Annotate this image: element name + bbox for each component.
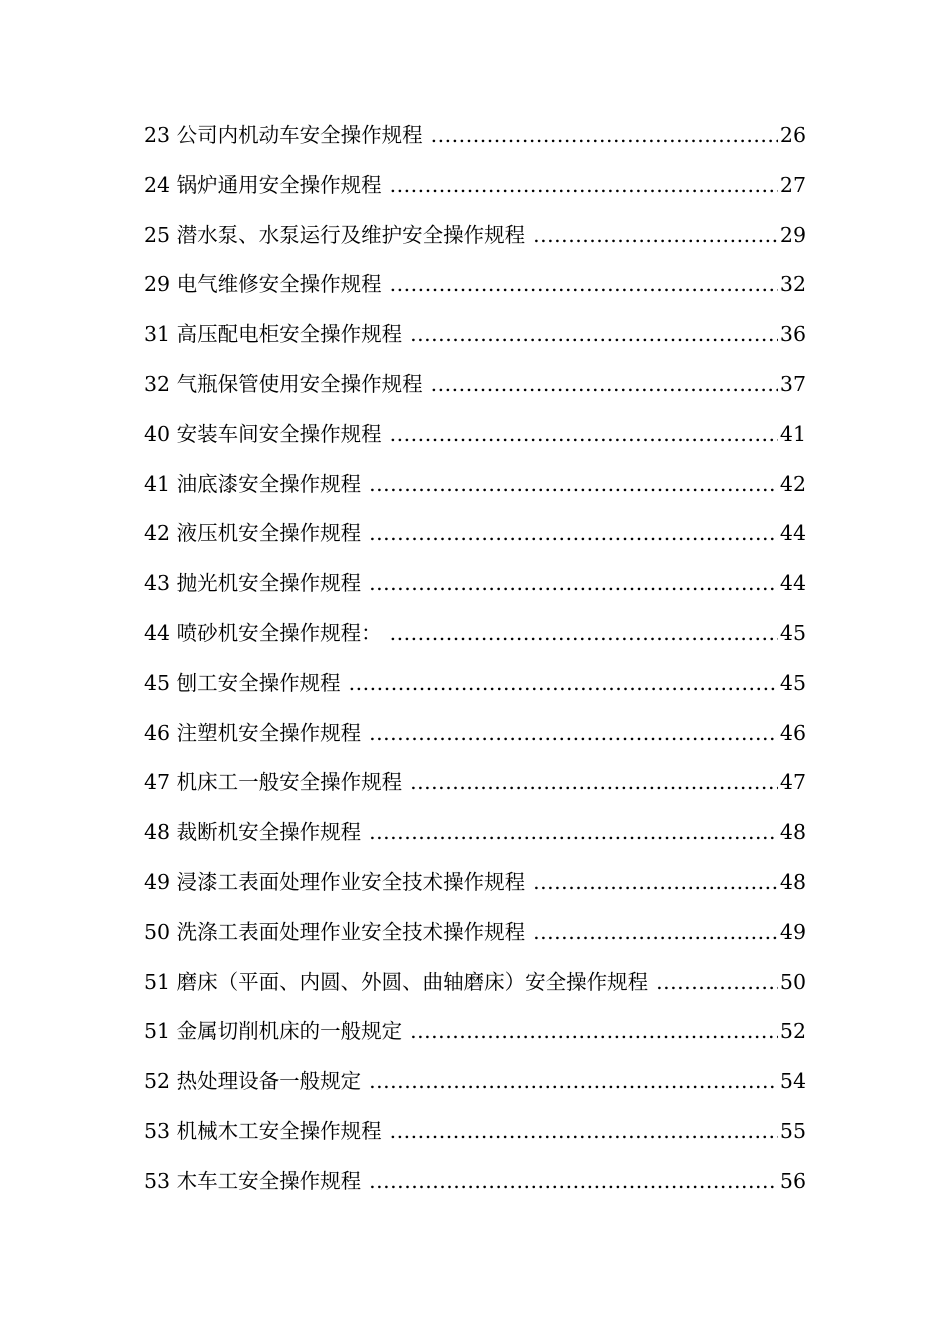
toc-entry-title: 29 电气维修安全操作规程 xyxy=(144,272,382,297)
toc-entry-title: 44 喷砂机安全操作规程： xyxy=(144,620,382,645)
toc-entry-page: 56 xyxy=(779,1168,806,1193)
toc-entry-title: 53 机械木工安全操作规程 xyxy=(144,1118,382,1143)
toc-entry-page: 55 xyxy=(779,1118,806,1143)
toc-dot-leader xyxy=(390,410,778,460)
toc-entry-title: 45 刨工安全操作规程 xyxy=(144,670,341,695)
toc-entry-page: 52 xyxy=(779,1019,806,1044)
toc-entry-page: 45 xyxy=(779,670,806,695)
toc-dot-leader xyxy=(410,310,778,360)
toc-entry[interactable] xyxy=(144,161,806,211)
toc-dot-leader xyxy=(533,211,778,261)
toc-dot-leader xyxy=(390,161,778,211)
toc-dot-leader xyxy=(369,559,778,609)
toc-entry-title: 31 高压配电柜安全操作规程 xyxy=(144,322,403,347)
toc-dot-leader xyxy=(431,360,778,410)
toc-entry-page: 44 xyxy=(779,571,806,596)
toc-dot-leader xyxy=(369,509,778,559)
toc-entry-title: 32 气瓶保管使用安全操作规程 xyxy=(144,371,423,396)
toc-dot-leader xyxy=(349,659,778,709)
toc-entry-page: 42 xyxy=(779,471,806,496)
toc-dot-leader xyxy=(390,609,778,659)
toc-entry[interactable] xyxy=(144,958,806,1008)
toc-entry[interactable] xyxy=(144,808,806,858)
toc-entry-page: 32 xyxy=(779,272,806,297)
toc-entry[interactable] xyxy=(144,908,806,958)
toc-entry-page: 54 xyxy=(779,1069,806,1094)
toc-entry-page: 48 xyxy=(779,869,806,894)
toc-entry[interactable] xyxy=(144,758,806,808)
toc-entry-title: 51 金属切削机床的一般规定 xyxy=(144,1019,403,1044)
toc-dot-leader xyxy=(390,1107,778,1157)
toc-entry[interactable] xyxy=(144,111,806,161)
toc-dot-leader xyxy=(656,958,778,1008)
toc-entry[interactable] xyxy=(144,360,806,410)
toc-entry[interactable] xyxy=(144,858,806,908)
table-of-contents xyxy=(144,111,806,1207)
toc-entry-title: 43 抛光机安全操作规程 xyxy=(144,571,362,596)
toc-entry-title: 52 热处理设备一般规定 xyxy=(144,1069,362,1094)
toc-entry[interactable] xyxy=(144,310,806,360)
toc-entry-title: 46 注塑机安全操作规程 xyxy=(144,720,362,745)
toc-entry-page: 50 xyxy=(779,969,806,994)
toc-entry-page: 46 xyxy=(779,720,806,745)
toc-entry-page: 29 xyxy=(779,222,806,247)
toc-dot-leader xyxy=(369,1057,778,1107)
toc-dot-leader xyxy=(410,1007,778,1057)
toc-dot-leader xyxy=(431,111,778,161)
toc-entry-page: 44 xyxy=(779,521,806,546)
toc-entry-page: 47 xyxy=(779,770,806,795)
toc-dot-leader xyxy=(369,460,778,510)
toc-entry-title: 40 安装车间安全操作规程 xyxy=(144,421,382,446)
toc-entry[interactable] xyxy=(144,609,806,659)
toc-dot-leader xyxy=(533,908,778,958)
toc-entry-page: 36 xyxy=(779,322,806,347)
toc-entry[interactable] xyxy=(144,1007,806,1057)
toc-entry[interactable] xyxy=(144,709,806,759)
toc-entry-title: 53 木车工安全操作规程 xyxy=(144,1168,362,1193)
toc-dot-leader xyxy=(369,1157,778,1207)
toc-entry[interactable] xyxy=(144,1107,806,1157)
toc-entry-title: 48 裁断机安全操作规程 xyxy=(144,820,362,845)
toc-dot-leader xyxy=(369,808,778,858)
toc-entry[interactable] xyxy=(144,410,806,460)
toc-dot-leader xyxy=(410,758,778,808)
toc-dot-leader xyxy=(369,709,778,759)
toc-entry-page: 41 xyxy=(779,421,806,446)
toc-dot-leader xyxy=(533,858,778,908)
toc-entry-page: 27 xyxy=(779,172,806,197)
toc-entry[interactable] xyxy=(144,260,806,310)
toc-entry-page: 26 xyxy=(779,123,806,147)
toc-entry[interactable] xyxy=(144,559,806,609)
toc-entry[interactable] xyxy=(144,460,806,510)
toc-entry-page: 48 xyxy=(779,820,806,845)
toc-entry-title: 51 磨床（平面、内圆、外圆、曲轴磨床）安全操作规程 xyxy=(144,969,649,994)
toc-entry[interactable] xyxy=(144,1057,806,1107)
toc-entry[interactable] xyxy=(144,211,806,261)
toc-entry[interactable] xyxy=(144,1157,806,1207)
toc-entry-title: 49 浸漆工表面处理作业安全技术操作规程 xyxy=(144,869,526,894)
toc-entry[interactable] xyxy=(144,509,806,559)
toc-entry-page: 45 xyxy=(779,620,806,645)
toc-entry-title: 24 锅炉通用安全操作规程 xyxy=(144,172,382,197)
toc-dot-leader xyxy=(390,260,778,310)
toc-entry-title: 50 洗涤工表面处理作业安全技术操作规程 xyxy=(144,919,526,944)
toc-entry-title: 41 油底漆安全操作规程 xyxy=(144,471,362,496)
toc-entry-page: 37 xyxy=(779,371,806,396)
toc-entry-page: 49 xyxy=(779,919,806,944)
toc-entry-title: 42 液压机安全操作规程 xyxy=(144,521,362,546)
toc-entry-title: 47 机床工一般安全操作规程 xyxy=(144,770,403,795)
toc-entry-title: 25 潜水泵、水泵运行及维护安全操作规程 xyxy=(144,222,526,247)
toc-entry-title: 23 公司内机动车安全操作规程 xyxy=(144,123,423,147)
toc-entry[interactable] xyxy=(144,659,806,709)
